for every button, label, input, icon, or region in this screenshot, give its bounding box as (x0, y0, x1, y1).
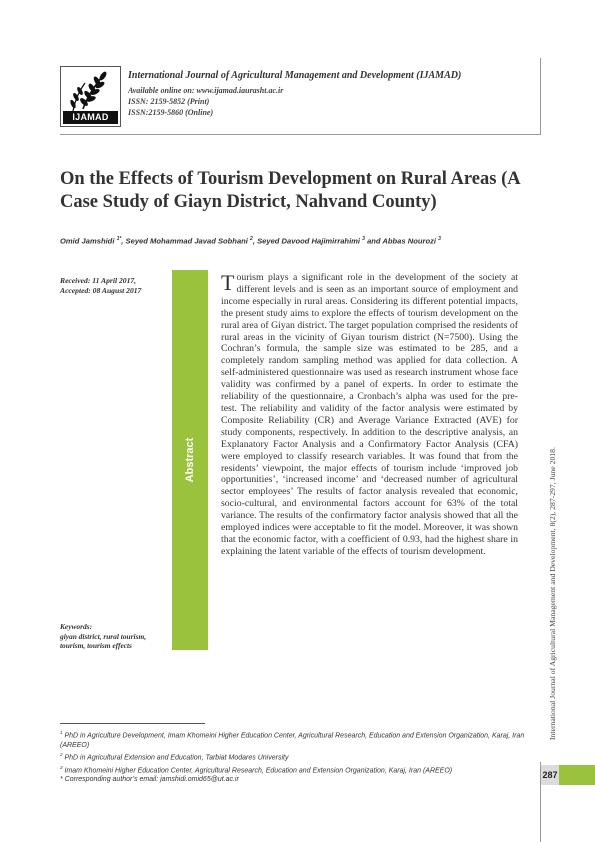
article-dates (60, 276, 170, 296)
footnote (60, 763, 540, 776)
header-vertical-rule (540, 58, 541, 134)
author-mark: 1* (116, 236, 122, 242)
author-separator: , (252, 236, 258, 246)
keywords-block (60, 622, 170, 651)
drop-cap: T (221, 270, 235, 295)
footnote-text: PhD in Agricultural Extension and Education, Tarbiat Modares University (62, 754, 289, 762)
footnote (60, 750, 540, 763)
footnote-text: Imam Khomeini Higher Education Center, Agricultural Research, Education and Extension Organization, Karaj, Iran (AREEO) (62, 766, 453, 774)
footnotes (60, 728, 540, 784)
author-list (60, 236, 540, 246)
abstract-label: Abstract (184, 437, 196, 483)
author-mark: 3 (362, 236, 365, 242)
journal-issn-online: ISSN:2159-5860 (Online) (128, 108, 214, 117)
author-mark: 2 (250, 236, 253, 242)
author-separator: , (121, 236, 126, 246)
abstract-text: ourism plays a significant role in the development of the society at different levels and is seen as an important source of employment and income especially in rural areas. Considering its different potential impacts, the present study aims to explore the effects of tourism development on the rural area of Giyan district. The target population comprised the residents of rural areas in the vicinity of Giyan tourism district (N=7500). Using the Cochran’s formula, the sample size was estimated to be 285, and a completely random sampling method was applied for data collection. A self-administered questionnaire was used as research instrument whose face validity was confirmed by a panel of experts. In order to estimate the reliability of the questionnaire, a Cronbach’s alpha was used for the pre-test. The reliability and validity of the factor analysis were estimated by Composite Reliability (CR) and Average Variance Extracted (AVE) for study components, respectively. In addition to the descriptive analysis, an Explanatory Factor Analysis and a Confirmatory Factor Analysis (CFA) were employed to classify research variables. It was found that from the residents’ viewpoint, the major effects of tourism include ‘improved job opportunities’, ‘increased income’ and ‘decreased number of agricultural sector employees’ The results of factor analysis revealed that economic, socio-cultural, and environmental factors account for 63% of the total variance. The results of the confirmatory factor analysis showed that all the employed indices were acceptable to fit the model. Moreover, it was shown that the economic factor, with a coefficient of 0.93, had the highest share in explaining the latent variable of the effects of tourism development. (221, 272, 518, 557)
corresponding-email: * Corresponding author’s email: jamshidi.omid65@ut.ac.ir (60, 776, 239, 784)
author-and: and (364, 236, 383, 246)
footnote (60, 775, 540, 784)
author-name: Seyed Davood Hajimirrahimi (257, 236, 361, 246)
received-date: Received: 11 April 2017, (60, 276, 137, 285)
footnote-mark: 3 (60, 764, 63, 770)
journal-logo (60, 66, 121, 127)
abstract-sidebar (172, 270, 208, 650)
wheat-icon (61, 67, 120, 112)
author-name: Abbas Nourozi (382, 236, 436, 246)
header-horizontal-rule (60, 134, 541, 135)
footnote-rule (60, 723, 205, 724)
author-name: Seyed Mohammad Javad Sobhani (125, 236, 248, 246)
footnote (60, 728, 540, 750)
footnote-text: PhD in Agriculture Development, Imam Khomeini Higher Education Center, Agricultural Research, Education and Extension Organization, Karaj, Iran (AREEO) (60, 732, 525, 749)
logo-text: IJAMAD (63, 111, 118, 124)
keywords-list: giyan district, rural tourism, tourism, tourism effects (60, 631, 147, 650)
abstract-body (221, 272, 518, 558)
side-citation: International Journal of Agricultural Management and Development, 8(2), 287-297, June 2018. (548, 447, 557, 740)
journal-title: International Journal of Agricultural Management and Development (IJAMAD) (128, 70, 462, 81)
keywords-label: Keywords: (60, 622, 93, 631)
footnote-mark: 1 (60, 730, 63, 735)
footnote-mark: 2 (60, 751, 63, 757)
author-mark: 3 (438, 236, 441, 242)
article-title: On the Effects of Tourism Development on Rural Areas (A Case Study of Giayn District, Nahvand County) (60, 169, 520, 212)
journal-website: Available online on: www.ijamad.iaurasht.ac.ir (128, 86, 284, 95)
author-name: Omid Jamshidi (60, 236, 115, 246)
page-number: 287 (541, 765, 559, 785)
accepted-date: Accepted: 08 August 2017 (60, 286, 142, 295)
journal-issn-print: ISSN: 2159-5852 (Print) (128, 97, 210, 106)
